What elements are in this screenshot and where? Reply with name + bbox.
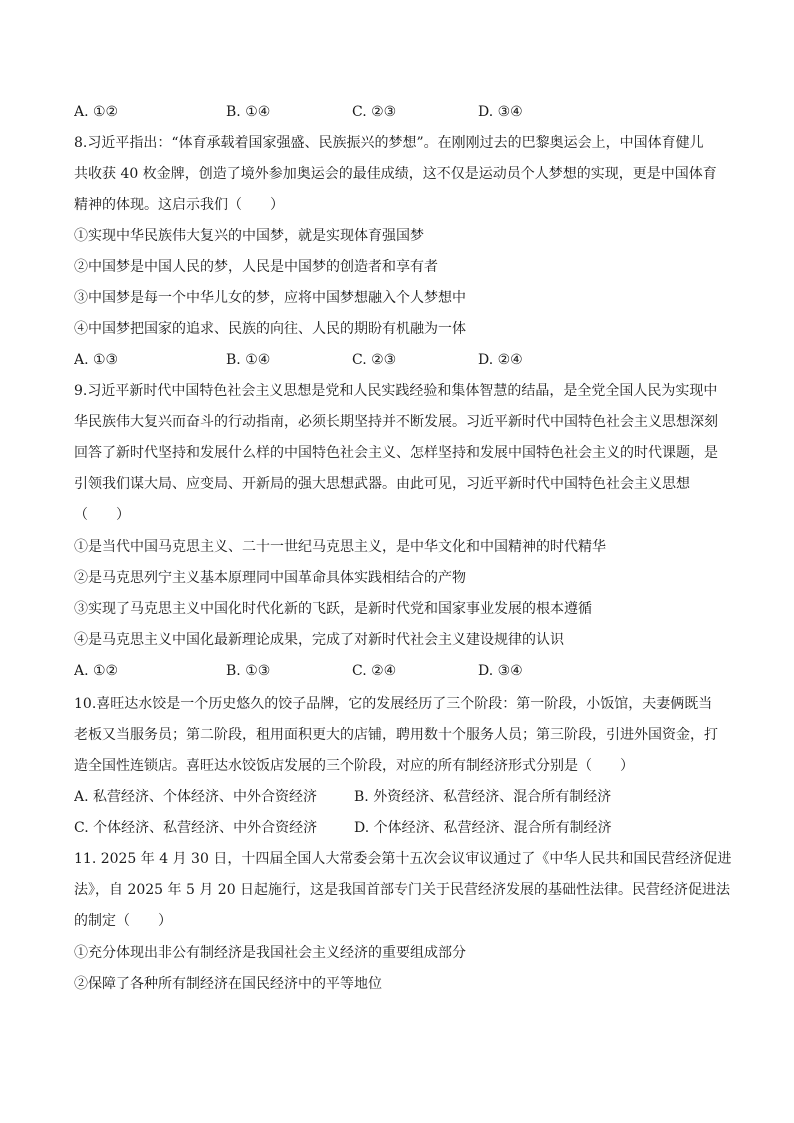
q7-option-c[interactable]: C. ②③ [352, 104, 397, 120]
q9-statement: ①是当代中国马克思主义、二十一世纪马克思主义，是中华文化和中国精神的时代精华 [74, 539, 606, 555]
q9-option-a[interactable]: A. ①② [74, 663, 119, 679]
q7-option-d[interactable]: D. ③④ [478, 104, 523, 120]
q8-option-d[interactable]: D. ②④ [478, 352, 523, 368]
q8-statement: ①实现中华民族伟大复兴的中国梦，就是实现体育强国梦 [74, 228, 424, 244]
q10-stem-line: 10.喜旺达水饺是一个历史悠久的饺子品牌，它的发展经历了三个阶段：第一阶段，小饭馆，夫妻俩既当 [74, 696, 713, 712]
q10-options-row [74, 787, 734, 807]
q9-statement: ④是马克思主义中国化最新理论成果，完成了对新时代社会主义建设规律的认识 [74, 632, 564, 648]
q10-option-a[interactable]: A. 私营经济、个体经济、中外合资经济 [74, 789, 318, 805]
q9-stem-line: 9.习近平新时代中国特色社会主义思想是党和人民实践经验和集体智慧的结晶，是全党全国人民为实现中 [74, 383, 718, 399]
q10-option-c[interactable]: C. 个体经济、私营经济、中外合资经济 [74, 820, 318, 836]
q11-stem-line: 法》，自 2025 年 5 月 20 日起施行，这是我国首部专门关于民营经济发展的基础性法律。民营经济促进法 [74, 882, 731, 898]
q8-option-c[interactable]: C. ②③ [352, 352, 397, 368]
q7-option-b[interactable]: B. ①④ [226, 104, 271, 120]
q10-option-b[interactable]: B. 外资经济、私营经济、混合所有制经济 [354, 789, 612, 805]
q9-answer-blank: （ ） [74, 507, 130, 523]
q8-stem-line: 共收获 40 枚金牌，创造了境外参加奥运会的最佳成绩，这不仅是运动员个人梦想的实现，更是中国体育 [74, 166, 717, 182]
q9-stem-line: 华民族伟大复兴而奋斗的行动指南，必须长期坚持并不断发展。习近平新时代中国特色社会主义思想深刻 [74, 414, 718, 430]
q10-option-d[interactable]: D. 个体经济、私营经济、混合所有制经济 [354, 820, 612, 836]
q10-stem-line: 老板又当服务员；第二阶段，租用面积更大的店铺，聘用数十个服务人员；第三阶段，引进外国资金，打 [74, 727, 718, 743]
q9-options-row [74, 661, 734, 681]
q8-statement: ②中国梦是中国人民的梦，人民是中国梦的创造者和享有者 [74, 259, 438, 275]
q10-stem-line: 造全国性连锁店。喜旺达水饺饭店发展的三个阶段，对应的所有制经济形式分别是（ ） [74, 758, 634, 774]
q11-stem-line: 11. 2025 年 4 月 30 日，十四届全国人大常委会第十五次会议审议通过了《中华人民共和国民营经济促进 [74, 851, 732, 867]
q9-statement: ②是马克思列宁主义基本原理同中国革命具体实践相结合的产物 [74, 570, 466, 586]
q7-option-a[interactable]: A. ①② [74, 104, 119, 120]
q9-option-d[interactable]: D. ③④ [478, 663, 523, 679]
q8-stem-line: 8.习近平指出：“体育承载着国家强盛、民族振兴的梦想”。在刚刚过去的巴黎奥运会上，中国体育健儿 [74, 135, 704, 151]
q8-statement: ④中国梦把国家的追求、民族的向往、人民的期盼有机融为一体 [74, 321, 466, 337]
q8-statement: ③中国梦是每一个中华儿女的梦，应将中国梦想融入个人梦想中 [74, 290, 466, 306]
q9-statement: ③实现了马克思主义中国化时代化新的飞跃，是新时代党和国家事业发展的根本遵循 [74, 601, 592, 617]
q11-statement: ①充分体现出非公有制经济是我国社会主义经济的重要组成部分 [74, 945, 466, 961]
q9-stem-line: 回答了新时代坚持和发展什么样的中国特色社会主义、怎样坚持和发展中国特色社会主义的时代课题，是 [74, 445, 718, 461]
q9-option-c[interactable]: C. ②④ [352, 663, 397, 679]
q8-option-a[interactable]: A. ①③ [74, 352, 119, 368]
q9-option-b[interactable]: B. ①③ [226, 663, 271, 679]
q8-option-b[interactable]: B. ①④ [226, 352, 271, 368]
q11-statement: ②保障了各种所有制经济在国民经济中的平等地位 [74, 976, 382, 992]
q10-options-row [74, 818, 734, 838]
q7-options-row [74, 102, 734, 122]
q11-stem-line: 的制定（ ） [74, 913, 172, 929]
q8-stem-line: 精神的体现。这启示我们（ ） [74, 197, 284, 213]
q9-stem-line: 引领我们谋大局、应变局、开新局的强大思想武器。由此可见，习近平新时代中国特色社会主义思想 [74, 476, 690, 492]
q8-options-row [74, 350, 734, 370]
